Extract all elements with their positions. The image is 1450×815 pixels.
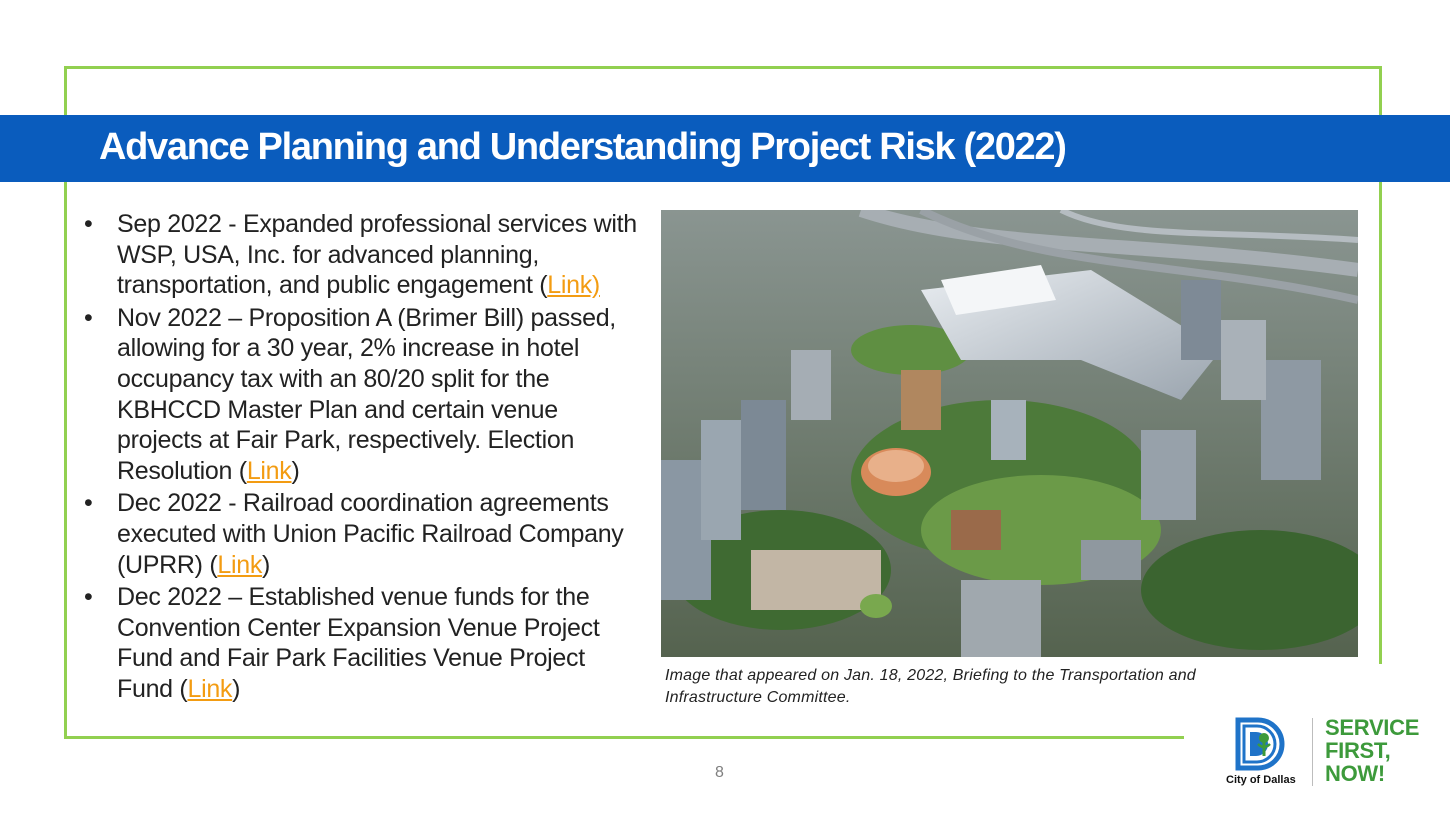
city-name: City of Dallas (1226, 774, 1296, 786)
link[interactable]: Link (246, 456, 292, 485)
bullet-after: ) (291, 456, 300, 485)
link[interactable]: Link (187, 674, 233, 703)
bullet-text: Nov 2022 – Proposition A (Brimer Bill) passed, allowing for a 30 year, 2% increase in hotel occupancy tax with an 80/20 split for the KBHCCD Master Plan and certain venue projects at Fair Park, respectively. Election Resolution ( (117, 303, 616, 485)
page-number: 8 (715, 764, 724, 781)
bullet-after: ) (232, 674, 241, 703)
bullet-text: Dec 2022 - Railroad coordination agreements executed with Union Pacific Railroad Company (UPRR) ( (117, 489, 624, 579)
bullet-dot: • (84, 303, 93, 332)
bullet-item (84, 582, 644, 704)
bullet-item (84, 209, 644, 301)
bullet-item (84, 303, 644, 487)
slogan-line: NOW! (1325, 761, 1385, 786)
bullet-after: ) (262, 550, 271, 579)
bullet-text: Dec 2022 – Established venue funds for the Convention Center Expansion Venue Project Fund and Fair Park Facilities Venue Project Fund ( (117, 583, 600, 703)
slogan-line: FIRST, (1325, 738, 1391, 763)
bullet-list (84, 209, 644, 707)
image-caption: Image that appeared on Jan. 18, 2022, Briefing to the Transportation and Infrastructure Committee. (665, 667, 1196, 706)
rendering-image (661, 210, 1358, 657)
bullet-dot: • (84, 210, 93, 238)
link[interactable]: Link (217, 550, 263, 579)
bullet-dot: • (84, 583, 93, 612)
bullet-item (84, 488, 644, 580)
slide-title: Advance Planning and Understanding Project Risk (2022) (99, 126, 1066, 168)
slogan (1325, 716, 1419, 785)
bullet-dot: • (84, 489, 93, 518)
link[interactable]: Link) (547, 271, 600, 300)
slogan-line: SERVICE (1325, 715, 1420, 740)
bullet-text: Sep 2022 - Expanded professional services with WSP, USA, Inc. for advanced planning, transportation, and public engagement ( (117, 210, 637, 300)
aerial-rendering-illustration (661, 210, 1358, 657)
logo-divider (1312, 718, 1313, 786)
